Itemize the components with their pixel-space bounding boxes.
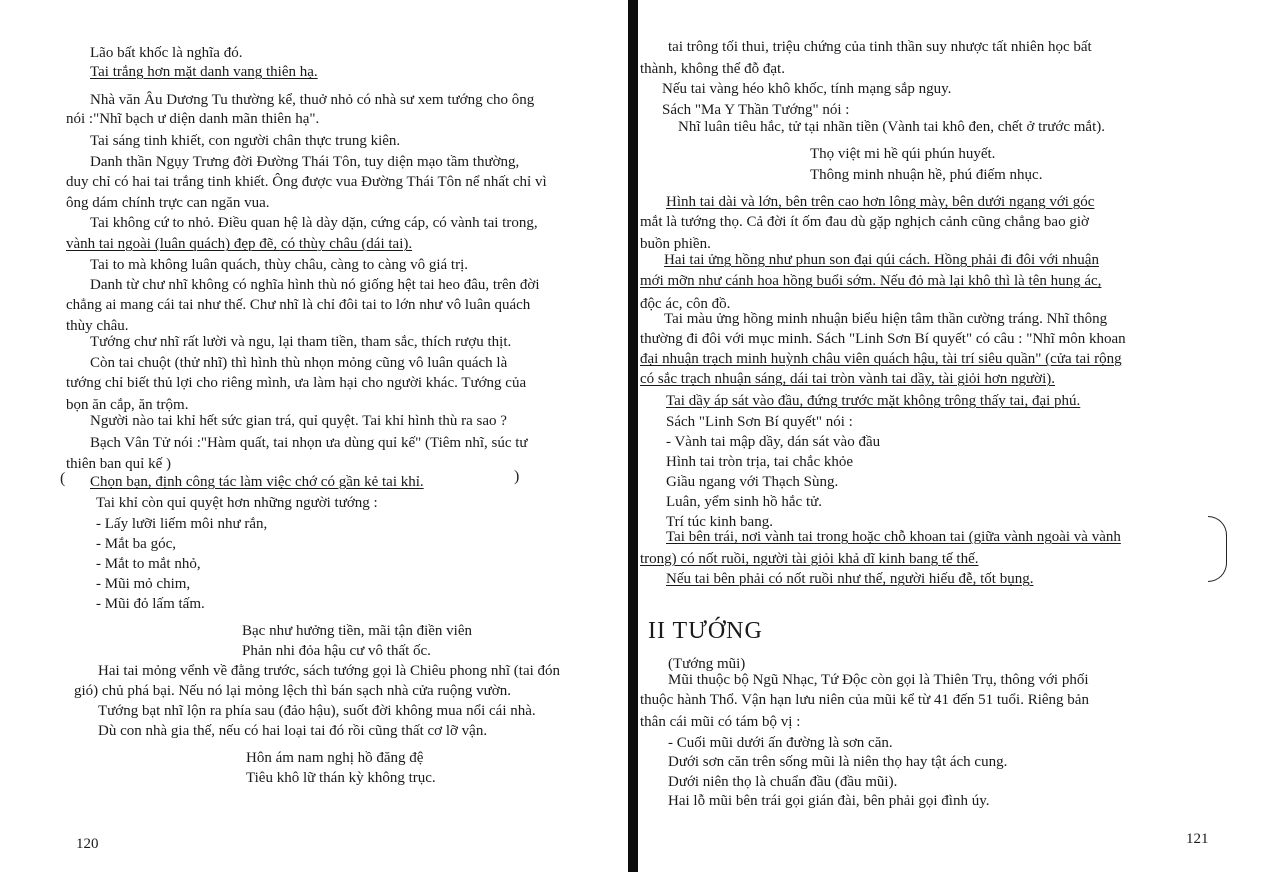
text-line: độc ác, côn đồ. bbox=[640, 296, 731, 312]
text-line: thùy châu. bbox=[66, 318, 129, 334]
text-line: - Mũi mỏ chim, bbox=[96, 576, 191, 592]
text-line: tướng chỉ biết thủ lợi cho riêng mình, ưa làm hại cho người khác. Tướng của bbox=[66, 375, 527, 391]
text-line: duy chỉ có hai tai trắng tinh khiết. Ông được vua Đường Thái Tôn nể nhất chỉ vì bbox=[66, 174, 547, 190]
text-line: thuộc hành Thổ. Vận hạn lưu niên của mũi kể từ 41 đến 51 tuổi. Riêng bản bbox=[640, 692, 1089, 708]
margin-bracket-mark bbox=[1208, 516, 1227, 582]
text-line: Giầu ngang với Thạch Sùng. bbox=[666, 474, 839, 490]
margin-scribble-mark: ) bbox=[514, 468, 520, 485]
text-line: Hai tai ửng hồng như phun son đại qúi cách. Hồng phải đi đôi với nhuận bbox=[664, 252, 1099, 268]
text-line: Tai màu ửng hồng minh nhuận biểu hiện tâm thần cường tráng. Nhĩ thông bbox=[664, 311, 1108, 327]
text-line: Trí túc kinh bang. bbox=[666, 514, 773, 530]
text-line: Danh từ chư nhĩ không có nghĩa hình thù nó giống hệt tai heo đâu, trên đời bbox=[90, 277, 540, 293]
text-line: Tướng chư nhĩ rất lười và ngu, lại tham tiền, tham sắc, thích rượu thịt. bbox=[90, 334, 512, 350]
text-line: - Vành tai mập dầy, dán sát vào đầu bbox=[666, 434, 881, 450]
text-line: Mũi thuộc bộ Ngũ Nhạc, Tứ Độc còn gọi là Thiên Trụ, thông với phối bbox=[668, 672, 1089, 688]
text-line: - Mắt ba góc, bbox=[96, 536, 176, 552]
text-line: Hình tai dài và lớn, bên trên cao hơn lông mày, bên dưới ngang với góc bbox=[666, 194, 1095, 210]
text-line: Thông minh nhuận hề, phú điếm nhục. bbox=[810, 167, 1043, 183]
text-line: (Tướng mũi) bbox=[668, 656, 746, 672]
text-line: Chọn bạn, định công tác làm việc chớ có gần kẻ tai khỉ. bbox=[90, 474, 424, 490]
text-line: Hai lỗ mũi bên trái gọi gián đài, bên phải gọi đình úy. bbox=[668, 793, 990, 809]
text-line: thiên ban quỉ kế ) bbox=[66, 456, 171, 472]
text-line: Nếu tai vàng héo khô khốc, tính mạng sắp nguy. bbox=[662, 81, 952, 97]
text-line: Tai sáng tinh khiết, con người chân thực trung kiên. bbox=[90, 133, 401, 149]
text-line: - Cuối mũi dưới ấn đường là sơn căn. bbox=[668, 735, 893, 751]
text-line: Nếu tai bên phải có nốt ruồi như thế, người hiếu đễ, tốt bụng. bbox=[666, 571, 1034, 587]
text-line: Bạch Vân Tử nói :"Hàm quất, tai nhọn ưa dùng quỉ kế" (Tiêm nhĩ, súc tư bbox=[90, 435, 528, 451]
book-gutter bbox=[628, 0, 638, 872]
text-line: Dù con nhà gia thế, nếu có hai loại tai đó rồi cũng thất cơ lỡ vận. bbox=[98, 723, 488, 739]
margin-scribble-mark: ( bbox=[60, 470, 66, 487]
text-line: Phản nhi đỏa hậu cư vô thất ốc. bbox=[242, 643, 431, 659]
text-line: thân cái mũi có tám bộ vị : bbox=[640, 714, 801, 730]
text-line: Tiêu khô lữ thán kỳ không trục. bbox=[246, 770, 436, 786]
text-line: Nhà văn Âu Dương Tu thường kể, thuở nhỏ có nhà sư xem tướng cho ông bbox=[90, 92, 535, 108]
text-line: Tai dầy áp sát vào đầu, đứng trước mặt không trông thấy tai, đại phú. bbox=[666, 393, 1081, 409]
text-line: Tai khỉ còn quỉ quyệt hơn những người tướng : bbox=[96, 495, 378, 511]
right-page bbox=[638, 0, 1280, 872]
text-line: gió) chủ phá bại. Nếu nó lại mỏng lệch thì bán sạch nhà cửa ruộng vườn. bbox=[74, 683, 511, 699]
text-line: Lão bất khốc là nghĩa đó. bbox=[90, 45, 243, 61]
text-line: Tai trắng hơn mặt danh vang thiên hạ. bbox=[90, 64, 318, 80]
text-line: Dưới sơn căn trên sống mũi là niên thọ hay tật ách cung. bbox=[668, 754, 1008, 770]
text-line: có sắc trạch nhuận sáng, dái tai tròn vành tai dầy, tài giỏi hơn người). bbox=[640, 371, 1055, 387]
right-page-number: 121 bbox=[1186, 831, 1209, 847]
text-line: Thọ việt mi hề qúi phún huyết. bbox=[810, 146, 996, 162]
text-line: vành tai ngoài (luân quách) đẹp đẽ, có thùy châu (dái tai). bbox=[66, 236, 413, 252]
text-line: Tai không cứ to nhỏ. Điều quan hệ là dày dặn, cứng cáp, có vành tai trong, bbox=[90, 215, 538, 231]
text-line: mới mỡn như cánh hoa hồng buổi sớm. Nếu đỏ mà lại khô thì là tên hung ác, bbox=[640, 273, 1102, 289]
text-line: Còn tai chuột (thử nhĩ) thì hình thù nhọn mỏng cũng vô luân quách là bbox=[90, 355, 508, 371]
text-line: Bạc như hưởng tiền, mãi tận điền viên bbox=[242, 623, 472, 639]
text-line: Tướng bạt nhĩ lộn ra phía sau (đảo hậu), suốt đời không mua nổi cái nhà. bbox=[98, 703, 536, 719]
text-line: buồn phiền. bbox=[640, 236, 711, 252]
text-line: Nhĩ luân tiêu hắc, tử tại nhãn tiền (Vành tai khô đen, chết ở trước mắt). bbox=[678, 119, 1105, 135]
left-page-number: 120 bbox=[76, 836, 99, 852]
text-line: Hôn ám nam nghị hồ đăng đệ bbox=[246, 750, 424, 766]
text-line: bọn ăn cắp, ăn trộm. bbox=[66, 397, 189, 413]
text-line: Hình tai tròn trịa, tai chắc khỏe bbox=[666, 454, 854, 470]
text-line: thành, không thể đỗ đạt. bbox=[640, 61, 785, 77]
text-line: ông dám chính trực can ngăn vua. bbox=[66, 195, 270, 211]
text-line: chẳng ai mang cái tai như thế. Chư nhĩ là chỉ đôi tai to lớn như vô luân quách bbox=[66, 297, 531, 313]
text-line: - Lấy lưỡi liếm môi như rắn, bbox=[96, 516, 268, 532]
text-line: thường đi đôi với mục minh. Sách "Linh Sơn Bí quyết" có câu : "Nhĩ môn khoan bbox=[640, 331, 1126, 347]
text-line: Hai tai mỏng vểnh về đằng trước, sách tướng gọi là Chiêu phong nhĩ (tai đón bbox=[98, 663, 561, 679]
text-line: đại nhuận trạch minh huỳnh châu viên quách hậu, tài trí siêu quần" (cửa tai rộng bbox=[640, 351, 1122, 367]
text-line: Sách "Linh Sơn Bí quyết" nói : bbox=[666, 414, 853, 430]
section-heading: II TƯỚNG bbox=[648, 618, 763, 644]
text-line: nói :"Nhĩ bạch ư diện danh mãn thiên hạ". bbox=[66, 111, 320, 127]
text-line: trong) có nốt ruồi, người tài giỏi khả dĩ kinh bang tế thế. bbox=[640, 551, 979, 567]
text-line: Luân, yểm sinh hồ hắc tử. bbox=[666, 494, 823, 510]
text-line: Tai bên trái, nơi vành tai trong hoặc chỗ khoan tai (giữa vành ngoài và vành bbox=[666, 529, 1121, 545]
text-line: Danh thần Ngụy Trưng đời Đường Thái Tôn, tuy diện mạo tầm thường, bbox=[90, 154, 520, 170]
text-line: tai trông tối thui, triệu chứng của tinh thần suy nhược tất nhiên học bất bbox=[668, 39, 1092, 55]
left-page bbox=[0, 0, 628, 872]
text-line: - Mắt to mắt nhỏ, bbox=[96, 556, 201, 572]
text-line: mắt là tướng thọ. Cả đời ít ốm đau dù gặp nghịch cảnh cũng chẳng bao giờ bbox=[640, 214, 1089, 230]
text-line: Sách "Ma Y Thần Tướng" nói : bbox=[662, 102, 850, 118]
text-line: Dưới niên thọ là chuẩn đầu (đầu mũi). bbox=[668, 774, 898, 790]
text-line: - Mũi đỏ lấm tấm. bbox=[96, 596, 205, 612]
text-line: Tai to mà không luân quách, thùy châu, càng to càng vô giá trị. bbox=[90, 257, 469, 273]
text-line: Người nào tai khỉ hết sức gian trá, quỉ quyệt. Tai khỉ hình thù ra sao ? bbox=[90, 413, 507, 429]
